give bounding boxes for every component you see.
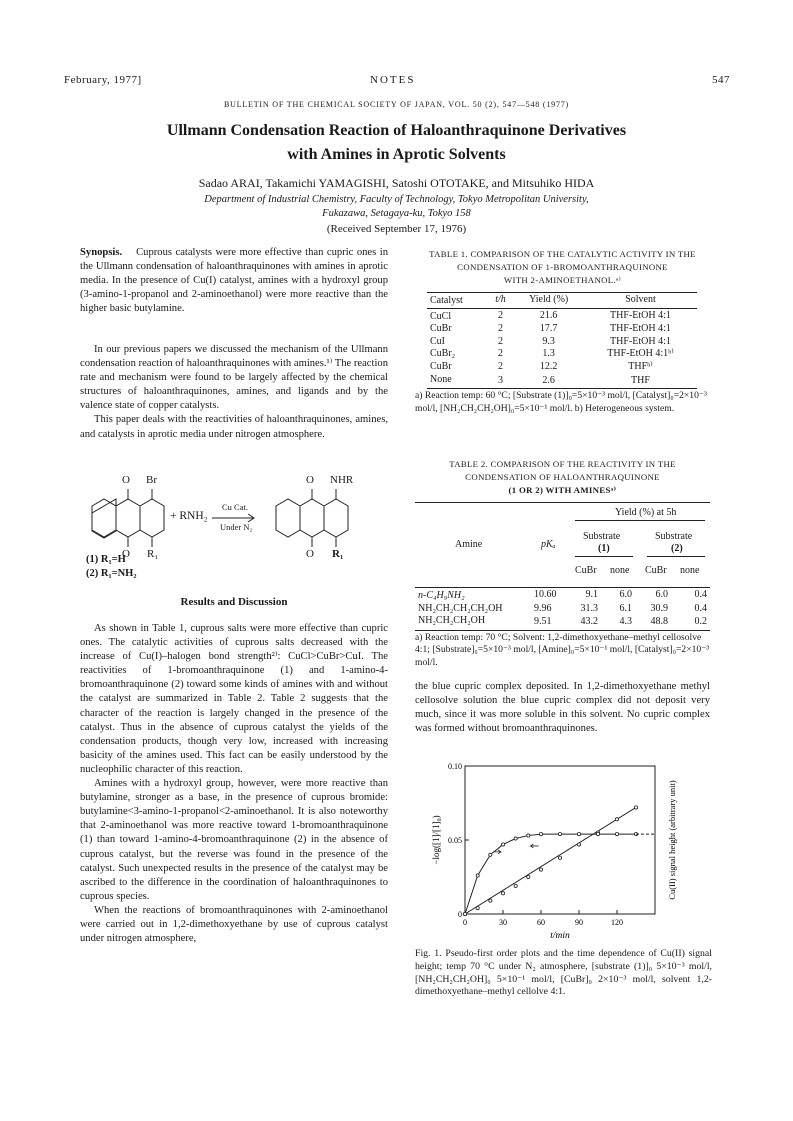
table1-cell: 17.7 — [539, 323, 558, 335]
atmosphere-label: Under N₂ — [220, 522, 253, 532]
series-line — [465, 807, 636, 914]
table2-substrate2-label: Substrate — [655, 531, 693, 542]
x-tick-label: 90 — [575, 918, 583, 927]
data-point — [577, 843, 580, 846]
table2-caption-line: CONDENSATION OF HALOANTHRAQUINONE — [465, 472, 660, 482]
data-point — [615, 832, 618, 835]
data-point — [527, 875, 530, 878]
table1-cell: 3 — [497, 374, 503, 386]
table1-cell: THF-EtOH 4:1 — [610, 309, 671, 321]
data-point — [476, 874, 479, 877]
paper-title-line-1: Ullmann Condensation Reaction of Haloanthraquinone Derivatives — [166, 122, 627, 139]
product-r1: R₁ — [332, 548, 344, 560]
reactant-bromo: Br — [146, 474, 157, 486]
results-paragraph: As shown in Table 1, cuprous salts were more effective than cupric ones. The catalytic activities of cuprous salts decreased with the increase of Cu(I)–halogen bond strength²⁾: CuCl>CuBr>CuI. The reactivities of 1-bromoanthraquinone (1) and 1-amino-4-bromoanthraquinone (2) toward some kinds of amines with and without the catalyst are summarized in Table 2. Table 2 suggests that the character of the reaction is largely changed in the presence of the catalyst. Thus in the absence of cuprous catalyst the yields of the condensation products, though very low, increased with increasing basicity of the amines used. This fact can be easily understood by the nucleophilic character of this reaction. — [80, 623, 388, 775]
table2-cell: 9.96 — [534, 602, 552, 614]
y-tick-label: 0 — [458, 910, 462, 919]
reactant-r1: R₁ — [147, 548, 159, 560]
table2-pka-header: pKₐ — [541, 539, 556, 550]
data-point — [476, 906, 479, 909]
table2-cell: 9.51 — [534, 616, 552, 628]
data-point — [514, 884, 517, 887]
intro-paragraph: In our previous papers we discussed the mechanism of the Ullmann condensation reaction of haloanthraquinones with amines.¹⁾ The reaction rate and mechanism were found to be largely affected by the chemical structures of haloanthraquinones, amines, and ligands and by the valence state of copper catalysts. — [80, 344, 388, 412]
data-point — [514, 837, 517, 840]
table2-cell: 10.60 — [534, 589, 557, 600]
y-tick-label: 0.10 — [448, 762, 462, 771]
affiliation-line-1: Department of Industrial Chemistry, Faculty of Technology, Tokyo Metropolitan University, — [204, 194, 589, 205]
table2-caption — [415, 458, 710, 497]
y2-axis-label: Cu(II) signal height (arbitrary unit) — [667, 780, 677, 900]
figure-caption: Fig. 1. Pseudo-first order plots and the time dependence of Cu(II) signal height; temp 70 °C under N₂ atmosphere, [substrate (1)]₀ 5×10⁻³ mol/l, [NH₂CH₂CH₂OH]₀ 5×10⁻¹ mol/l, [CuBr]₀ 2×10⁻³ mol/l, solvent 1,2-dimethoxyethane–methyl cellolve 4:1. — [415, 948, 712, 998]
table2-subheader: CuBr — [645, 565, 667, 576]
intro-paragraph: This paper deals with the reactivities of haloanthraquinones, amines, and catalysts in aprotic media under nitrogen atmosphere. — [80, 414, 388, 440]
table2-cell: NH₂CH₂CH₂CH₂OH — [418, 602, 503, 614]
table2-subheader: none — [680, 565, 700, 576]
data-point — [577, 832, 580, 835]
table1-cell: CuBr — [430, 360, 452, 372]
table1-cell: CuI — [430, 335, 445, 347]
table1 — [415, 292, 710, 415]
y-tick-label: 0.05 — [448, 836, 462, 845]
table2-caption-line: TABLE 2. COMPARISON OF THE REACTIVITY IN THE — [449, 459, 676, 469]
x-tick-label: 120 — [611, 918, 623, 927]
table1-header: Yield (%) — [529, 294, 569, 305]
header-section: NOTES — [370, 74, 416, 86]
plot-frame — [465, 766, 655, 914]
table2-substrate2-num: (2) — [671, 543, 683, 554]
table1-cell: 2 — [497, 360, 503, 372]
data-point — [501, 843, 504, 846]
reactant-carbonyl-top: O — [122, 474, 130, 486]
table-row — [427, 308, 697, 323]
introduction — [80, 343, 388, 442]
table2-yield-header: Yield (%) at 5h — [615, 507, 677, 518]
table1-cell: 1.3 — [542, 348, 555, 360]
table2-cell: NH₂CH₂CH₂OH — [418, 615, 486, 627]
series-arrow-right — [493, 850, 501, 854]
table-row — [427, 336, 697, 349]
table1-cell: 12.2 — [539, 360, 558, 372]
x-tick-label: 0 — [463, 918, 467, 927]
table1-cell: THF-EtOH 4:1ᵇ⁾ — [607, 348, 674, 360]
table2-cell: 43.2 — [580, 616, 598, 628]
table1-cell: THF-EtOH 4:1 — [610, 323, 671, 335]
figure-1 — [415, 756, 715, 946]
table2-caption-line: (1 OR 2) WITH AMINESᵃ⁾ — [508, 485, 617, 495]
x-tick-label: 30 — [499, 918, 507, 927]
table1-cell: 2 — [497, 335, 503, 347]
table2-cell: 9.1 — [585, 589, 598, 600]
reactant-carbonyl-bottom: O — [122, 548, 130, 560]
table2-footnote: a) Reaction temp: 70 °C; Solvent: 1,2-dimethoxyethane–methyl cellosolve 4:1; [Substrate]₀=5×10⁻³ mol/l, [Amine]₀=5×10⁻¹ mol/l, [Catalyst]₀=2×10⁻³ mol/l. — [415, 631, 710, 668]
results-paragraph: Amines with a hydroxyl group, however, were more reactive than butylamine, stronger as a base, in the presence of cuprous bromide: butylamine<3-amino-1-propanol<2-aminoethanol. It is also noteworthy that 2-aminoethanol was more reactive toward 1-bromoanthraquinone (1) than toward 1-amino-4-bromoanthraquinone (2) in the absence of cuprous catalyst, but the reverse was found in the presence of the catalyst. Such unexpected results in the presence of the catalyst may be ascribed to the difference in the coordination of haloanthraquinones to cuprous species. — [80, 778, 388, 902]
affiliation-line-2: Fukazawa, Setagaya-ku, Tokyo 158 — [322, 208, 471, 219]
header-date: February, 1977] — [64, 74, 142, 86]
data-point — [615, 818, 618, 821]
data-point — [634, 806, 637, 809]
author-list: Sadao ARAI, Takamichi YAMAGISHI, Satoshi OTOTAKE, and Mitsuhiko HIDA — [198, 176, 595, 190]
table-row — [427, 348, 697, 361]
table2-substrate1-num: (1) — [598, 543, 610, 554]
table2-cell: 0.4 — [694, 602, 707, 614]
body-paragraph: the blue cupric complex deposited. In 1,2-dimethoxyethane methyl cellosolve solution the blue cupric complex did not deposit very much, since it was more soluble in this solvent. No cupric complex was formed without bromoanthraquinones. — [415, 681, 710, 735]
table1-cell: None — [430, 373, 452, 385]
journal-citation: BULLETIN OF THE CHEMICAL SOCIETY OF JAPAN, VOL. 50 (2), 547—548 (1977) — [223, 100, 570, 109]
table2-cell: 0.4 — [694, 589, 707, 600]
table2-amine-header: Amine — [455, 539, 483, 550]
table-row — [427, 374, 697, 389]
data-point — [539, 868, 542, 871]
figure-1-chart — [415, 756, 715, 946]
y-axis-label: −log([1]/[1]₀) — [431, 815, 441, 865]
table1-caption-line: CONDENSATION OF 1-BROMOANTHRAQUINONE — [457, 262, 668, 272]
results-text — [80, 622, 388, 946]
synopsis-label: Synopsis. — [80, 247, 123, 258]
table1-cell: 2 — [497, 348, 503, 360]
data-point — [539, 832, 542, 835]
table1-header: Solvent — [625, 294, 656, 305]
table-row — [415, 588, 710, 603]
table1-footnote: a) Reaction temp: 60 °C; [Substrate (1)]₀=5×10⁻³ mol/l, [Catalyst]₀=2×10⁻³ mol/l, [NH₂CH₂CH₂OH]₀=5×10⁻¹ mol/l. b) Heterogeneous system. — [415, 390, 707, 414]
data-point — [596, 832, 599, 835]
table2-cell: 31.3 — [580, 602, 598, 614]
table-row — [415, 603, 710, 616]
table2-cell: 30.9 — [650, 602, 668, 614]
table1-cell: 2.6 — [542, 374, 555, 386]
x-tick-label: 60 — [537, 918, 545, 927]
data-point — [463, 912, 466, 915]
reaction-scheme — [84, 474, 384, 582]
table-row — [415, 615, 710, 630]
table2-cell: 6.0 — [619, 589, 632, 600]
synopsis-text: Cuprous catalysts were more effective than cupric ones in the Ullmann condensation of haloanthraquinones with amines in aprotic media. In the presence of Cu(I) catalyst, amines with a hydroxyl group (3-amino-1-propanol and 2-aminoethanol) were more reactive than the higher basic butylamine. — [80, 247, 388, 315]
series-arrow-left — [530, 844, 538, 848]
data-point — [501, 892, 504, 895]
table2-cell: 48.8 — [650, 616, 668, 628]
table1-cell: 9.3 — [542, 335, 555, 347]
table2-cell: 6.0 — [655, 589, 668, 600]
table2 — [415, 502, 710, 670]
table1-cell: THF-EtOH 4:1 — [610, 335, 671, 347]
data-point — [527, 834, 530, 837]
amine-reagent: + RNH₂ — [170, 510, 208, 522]
header-page-number: 547 — [712, 74, 730, 86]
synopsis — [80, 246, 388, 316]
results-paragraph: When the reactions of bromoanthraquinones with 2-aminoethanol were carried out in 1,2-dimethoxyethane by use of cuprous catalyst under nitrogen atmosphere, — [80, 904, 388, 945]
table2-cell: n-C₄H₉NH₂ — [418, 590, 465, 601]
table2-cell: 6.1 — [619, 602, 632, 614]
table2-cell: 0.2 — [694, 616, 707, 628]
table1-cell: THFᵇ⁾ — [628, 360, 653, 372]
x-axis-label: t/min — [550, 931, 570, 941]
table2-substrate1-label: Substrate — [583, 531, 621, 542]
table1-caption-line: TABLE 1. COMPARISON OF THE CATALYTIC ACTIVITY IN THE — [429, 249, 696, 259]
data-point — [489, 899, 492, 902]
table2-subheader: CuBr — [575, 565, 597, 576]
table1-cell: 21.6 — [539, 309, 558, 321]
table1-header: t/h — [495, 294, 506, 305]
table1-header: Catalyst — [430, 295, 463, 306]
table1-cell: CuCl — [430, 310, 452, 322]
table-row — [427, 361, 697, 374]
table1-cell: CuBr₂ — [430, 348, 456, 360]
product-carbonyl-top: O — [306, 474, 314, 486]
section-heading: Results and Discussion — [180, 596, 288, 608]
data-point — [558, 856, 561, 859]
table2-cell: 4.3 — [619, 616, 632, 628]
paper-title-line-2: with Amines in Aprotic Solvents — [287, 146, 506, 163]
catalyst-label: Cu Cat. — [222, 502, 248, 512]
table1-caption — [415, 248, 710, 287]
received-date: (Received September 17, 1976) — [326, 223, 467, 235]
right-column-text — [415, 680, 710, 736]
product-carbonyl-bottom: O — [306, 548, 314, 560]
table-row — [427, 323, 697, 336]
compound-label-2: (2) R₁=NH₂ — [86, 568, 137, 579]
data-point — [489, 853, 492, 856]
table2-subheader: none — [610, 565, 630, 576]
table1-cell: 2 — [497, 323, 503, 335]
table1-cell: CuBr — [430, 323, 452, 335]
compound-label-1: (1) R₁=H — [86, 554, 126, 565]
data-point — [558, 832, 561, 835]
table1-caption-line: WITH 2-AMINOETHANOL.ᵃ⁾ — [503, 275, 622, 285]
table1-cell: THF — [631, 374, 650, 386]
product-nhr: NHR — [330, 474, 354, 486]
table1-cell: 2 — [497, 309, 503, 321]
